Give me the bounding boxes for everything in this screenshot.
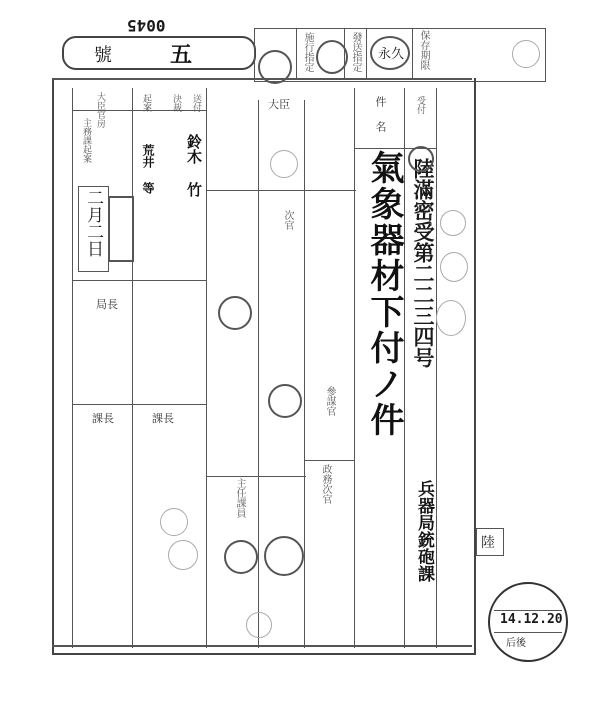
seal-icon: [218, 296, 252, 330]
postmark-icon: [488, 582, 568, 662]
date-stamp-icon: [108, 196, 134, 262]
jikan-label: 次官: [282, 210, 293, 230]
shunin-kaiin-label: 主任課員: [234, 478, 245, 518]
document-title: 氣象器材下付ノ件: [364, 150, 404, 438]
seal-icon: [168, 540, 198, 570]
riku-text: 陸: [481, 535, 495, 551]
document-number: 0045: [127, 16, 166, 35]
kenmei-label: 件名: [374, 96, 387, 146]
go-tab: [62, 36, 256, 70]
seal-icon: [440, 210, 466, 236]
eikyu-stamp-icon: [370, 36, 410, 70]
kyokucho-label: 局長: [96, 298, 118, 311]
seal-icon: [246, 612, 272, 638]
seal-icon: [270, 150, 298, 178]
seimu-jikan-label: 政務次官: [320, 464, 331, 504]
postmark-date: 14.12.20: [500, 612, 563, 627]
heading-column: 受付: [415, 96, 425, 114]
seal-icon: [436, 300, 466, 336]
seal-icon: [408, 146, 434, 172]
heading-column: 決裁: [171, 94, 181, 112]
heading-column: 送付: [191, 94, 201, 112]
kacho-label-1: 課長: [92, 412, 114, 425]
eikyu-text: 永久: [378, 47, 405, 62]
stamp-icon: [316, 40, 348, 74]
date-text: 二月二日: [78, 186, 109, 272]
handwritten-note: 鈴木 竹: [185, 134, 203, 197]
seal-icon: [264, 536, 304, 576]
receipt-number: 陸滿密受第二二三四号: [411, 158, 436, 368]
heading-column: 主務課起案: [81, 118, 91, 163]
heading-column: 大臣官房: [95, 92, 105, 128]
daijin-label: 大臣: [268, 98, 290, 111]
postmark-time: 后後: [506, 638, 526, 649]
sanbokan-label: 參謀官: [324, 386, 335, 416]
seal-icon: [268, 384, 302, 418]
heading-column: 起案: [141, 94, 151, 112]
hozon-kigen-label: 保存期限: [418, 30, 429, 70]
hakken-shitei-label: 發送指定: [350, 32, 361, 72]
seal-icon: [160, 508, 188, 536]
riku-box: [476, 528, 504, 556]
stamp-icon: [512, 40, 540, 68]
handwritten-note: 荒井 等: [141, 144, 155, 194]
kacho-label-2: 課長: [152, 412, 174, 425]
go-label: 號: [94, 45, 112, 66]
seal-icon: [224, 540, 258, 574]
go-number: 五: [170, 42, 193, 68]
seal-icon: [440, 252, 468, 282]
shikou-shitei-label: 施行指定: [302, 32, 313, 72]
bureau-signature: 兵器局銃砲課: [414, 480, 434, 582]
